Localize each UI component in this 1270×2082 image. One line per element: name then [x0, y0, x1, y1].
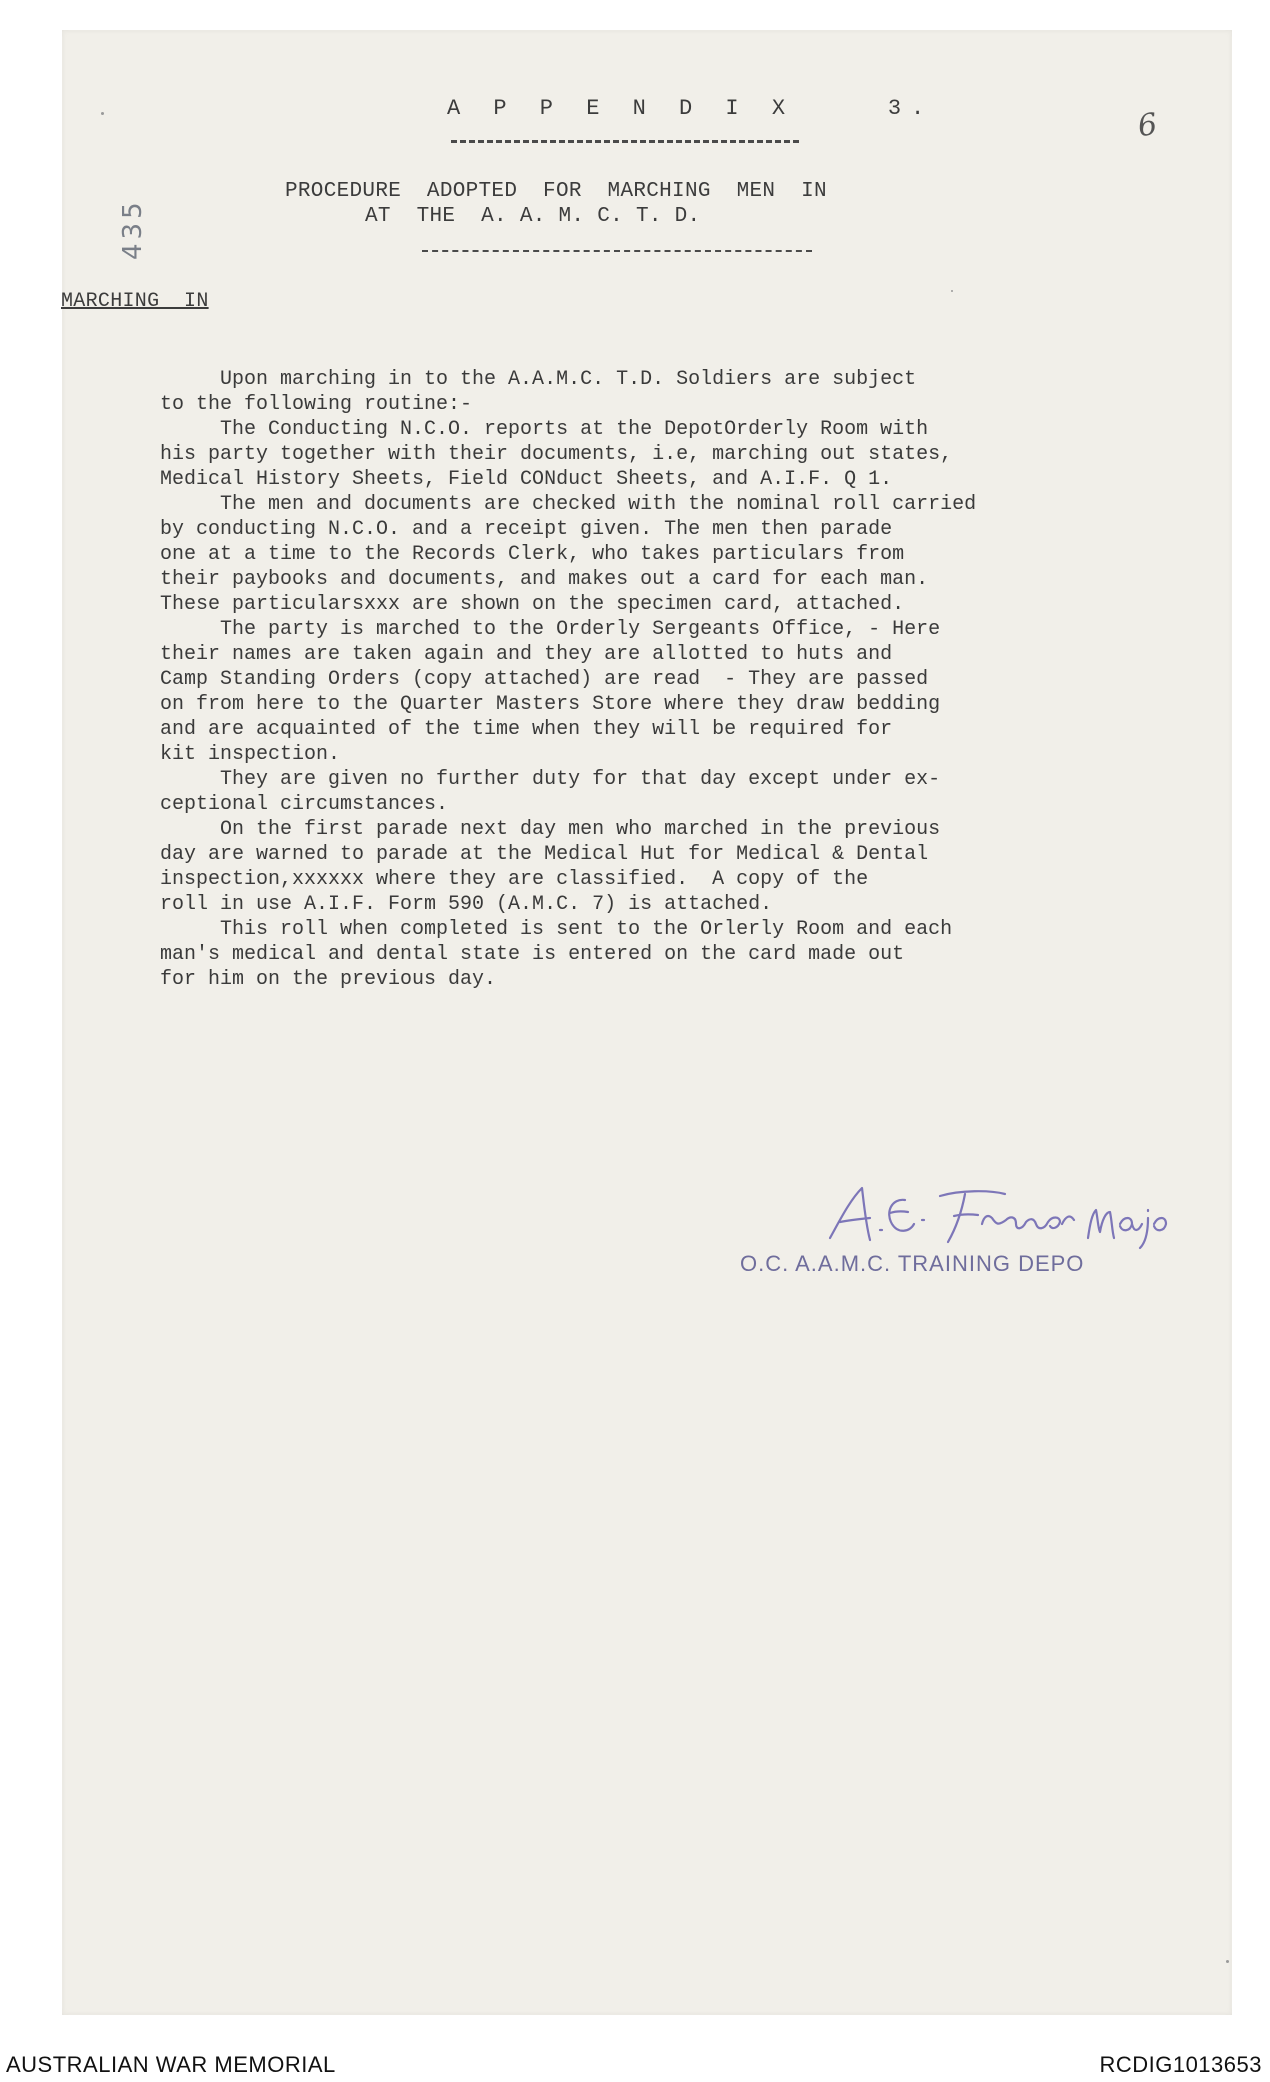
- body-line: On the first parade next day men who marched in the previous: [160, 818, 941, 841]
- document-heading: A P P E N D I X 3.: [447, 96, 935, 121]
- body-line: their paybooks and documents, and makes out a card for each man.: [160, 568, 929, 591]
- body-line: on from here to the Quarter Masters Store where they draw bedding: [160, 693, 941, 716]
- body-line: Camp Standing Orders (copy attached) are read - They are passed: [160, 668, 929, 691]
- body-line: Medical History Sheets, Field CONduct Sheets, and A.I.F. Q 1.: [160, 468, 893, 491]
- folio-number: 435: [118, 198, 148, 260]
- body-line: They are given no further duty for that day except under ex-: [160, 768, 941, 791]
- handwritten-signature: [770, 1180, 1170, 1250]
- body-line: These particularsxxx are shown on the specimen card, attached.: [160, 593, 905, 616]
- footer-catalogue-id: RCDIG1013653: [1099, 2052, 1262, 2077]
- body-line: for him on the previous day.: [160, 968, 497, 991]
- body-line: and are acquainted of the time when they will be required for: [160, 718, 893, 741]
- paper-speck: [1226, 1960, 1229, 1963]
- section-heading: MARCHING IN: [61, 290, 209, 313]
- paper-speck: [101, 112, 104, 115]
- paper-speck: [951, 290, 953, 292]
- body-line: The men and documents are checked with the nominal roll carried: [160, 493, 977, 516]
- body-line: The party is marched to the Orderly Sergeants Office, - Here: [160, 618, 941, 641]
- stamp-text: O.C. A.A.M.C. TRAINING DEPO: [740, 1251, 1085, 1276]
- body-text: [160, 367, 1210, 992]
- body-line: roll in use A.I.F. Form 590 (A.M.C. 7) is attached.: [160, 893, 773, 916]
- body-line: kit inspection.: [160, 743, 341, 766]
- document-subtitle-line2: AT THE A. A. M. C. T. D.: [365, 205, 701, 228]
- body-line: This roll when completed is sent to the Orlerly Room and each: [160, 918, 953, 941]
- document-page: [62, 30, 1232, 2015]
- document-subtitle-line1: PROCEDURE ADOPTED FOR MARCHING MEN IN: [285, 180, 827, 203]
- body-line: day are warned to parade at the Medical Hut for Medical & Dental: [160, 843, 929, 866]
- body-line: their names are taken again and they are allotted to huts and: [160, 643, 893, 666]
- footer-bar: [0, 2046, 1270, 2082]
- body-line: one at a time to the Records Clerk, who takes particulars from: [160, 543, 905, 566]
- body-line: inspection,xxxxxx where they are classified. A copy of the: [160, 868, 869, 891]
- heading-underline: [451, 140, 799, 143]
- body-line: man's medical and dental state is entered on the card made out: [160, 943, 905, 966]
- body-line: by conducting N.C.O. and a receipt given. The men then parade: [160, 518, 893, 541]
- body-line: Upon marching in to the A.A.M.C. T.D. Soldiers are subject: [160, 368, 917, 391]
- body-line: to the following routine:-: [160, 393, 473, 416]
- body-line: his party together with their documents, i.e, marching out states,: [160, 443, 953, 466]
- body-line: ceptional circumstances.: [160, 793, 449, 816]
- subtitle-underline: [422, 250, 812, 252]
- footer-institution: AUSTRALIAN WAR MEMORIAL: [6, 2052, 336, 2077]
- handwritten-page-number: 6: [1135, 106, 1160, 145]
- body-line: The Conducting N.C.O. reports at the DepotOrderly Room with: [160, 418, 929, 441]
